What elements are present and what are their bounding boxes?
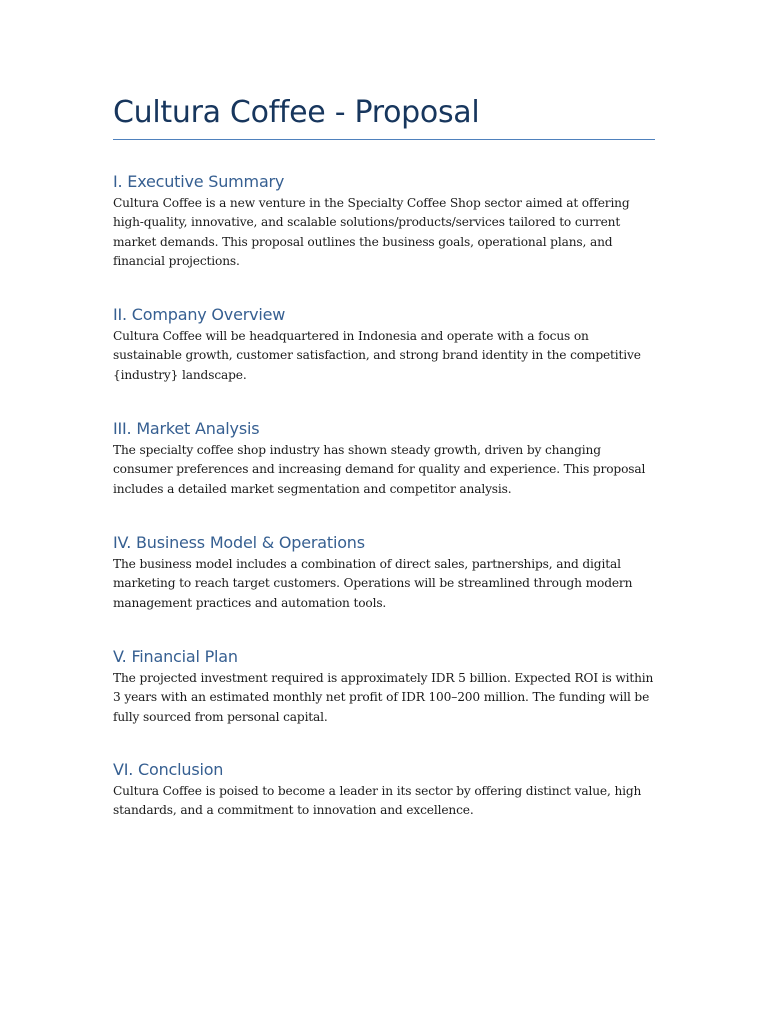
section-heading: VI. Conclusion	[113, 760, 224, 779]
section-financial-plan	[113, 645, 658, 727]
section-executive-summary	[113, 170, 658, 271]
section-body: Cultura Coffee will be headquartered in Indonesia and operate with a focus on sustainable growth, customer satisfaction, and strong brand identity in the competitive {industry} landscape.	[113, 329, 641, 382]
section-body: Cultura Coffee is a new venture in the Specialty Coffee Shop sector aimed at offering high-quality, innovative, and scalable solutions/products/services tailored to current market demands. This proposal outlines the business goals, operational plans, and financial projections.	[113, 196, 630, 268]
section-heading: III. Market Analysis	[113, 419, 260, 438]
section-body: The projected investment required is approximately IDR 5 billion. Expected ROI is within 3 years with an estimated monthly net profit of IDR 100–200 million. The funding will be fully sourced from personal capital.	[113, 671, 654, 724]
section-market-analysis	[113, 417, 658, 499]
section-body: Cultura Coffee is poised to become a leader in its sector by offering distinct value, high standards, and a commitment to innovation and excellence.	[113, 784, 642, 818]
title-underline	[113, 139, 655, 140]
section-heading: II. Company Overview	[113, 305, 286, 324]
section-company-overview	[113, 303, 658, 385]
section-heading: V. Financial Plan	[113, 647, 238, 666]
section-body: The specialty coffee shop industry has shown steady growth, driven by changing consumer preferences and increasing demand for quality and experience. This proposal includes a detailed market segmentation and competitor analysis.	[113, 443, 646, 496]
document-title: Cultura Coffee - Proposal	[113, 95, 480, 130]
section-business-model	[113, 531, 658, 613]
section-heading: IV. Business Model & Operations	[113, 533, 365, 552]
section-heading: I. Executive Summary	[113, 172, 285, 191]
section-conclusion	[113, 758, 658, 821]
section-body: The business model includes a combination of direct sales, partnerships, and digital marketing to reach target customers. Operations will be streamlined through modern management practices and automation tools.	[113, 557, 633, 610]
